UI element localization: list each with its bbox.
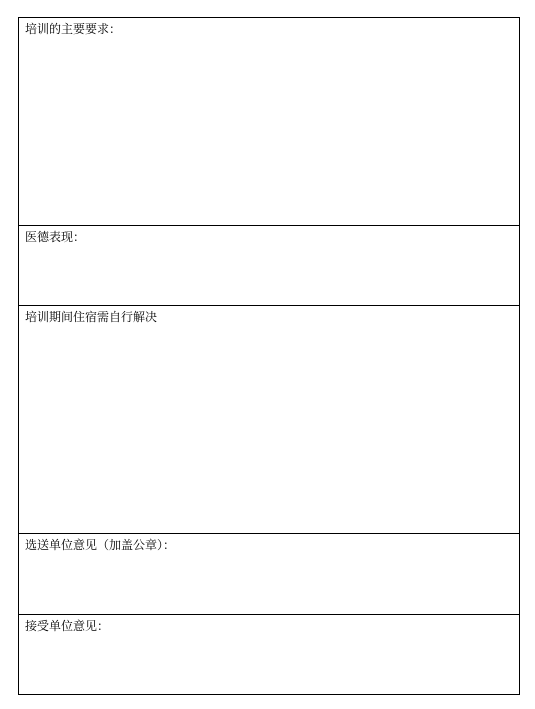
receiving-unit-opinion-label: 接受单位意见：: [25, 619, 110, 633]
sending-unit-opinion-cell[interactable]: [19, 534, 520, 615]
training-requirements-cell[interactable]: [19, 18, 520, 226]
accommodation-note-cell[interactable]: [19, 306, 520, 534]
sending-unit-opinion-row: [19, 534, 520, 615]
training-form-table: [18, 17, 520, 695]
medical-ethics-cell[interactable]: [19, 226, 520, 306]
receiving-unit-opinion-cell[interactable]: [19, 615, 520, 695]
training-requirements-row: [19, 18, 520, 226]
medical-ethics-row: [19, 226, 520, 306]
receiving-unit-opinion-row: [19, 615, 520, 695]
sending-unit-opinion-label: 选送单位意见（加盖公章）：: [25, 538, 176, 552]
accommodation-note-row: [19, 306, 520, 534]
medical-ethics-label: 医德表现：: [25, 230, 86, 244]
training-requirements-label: 培训的主要要求：: [25, 22, 122, 36]
accommodation-note-label: 培训期间住宿需自行解决: [25, 310, 158, 324]
